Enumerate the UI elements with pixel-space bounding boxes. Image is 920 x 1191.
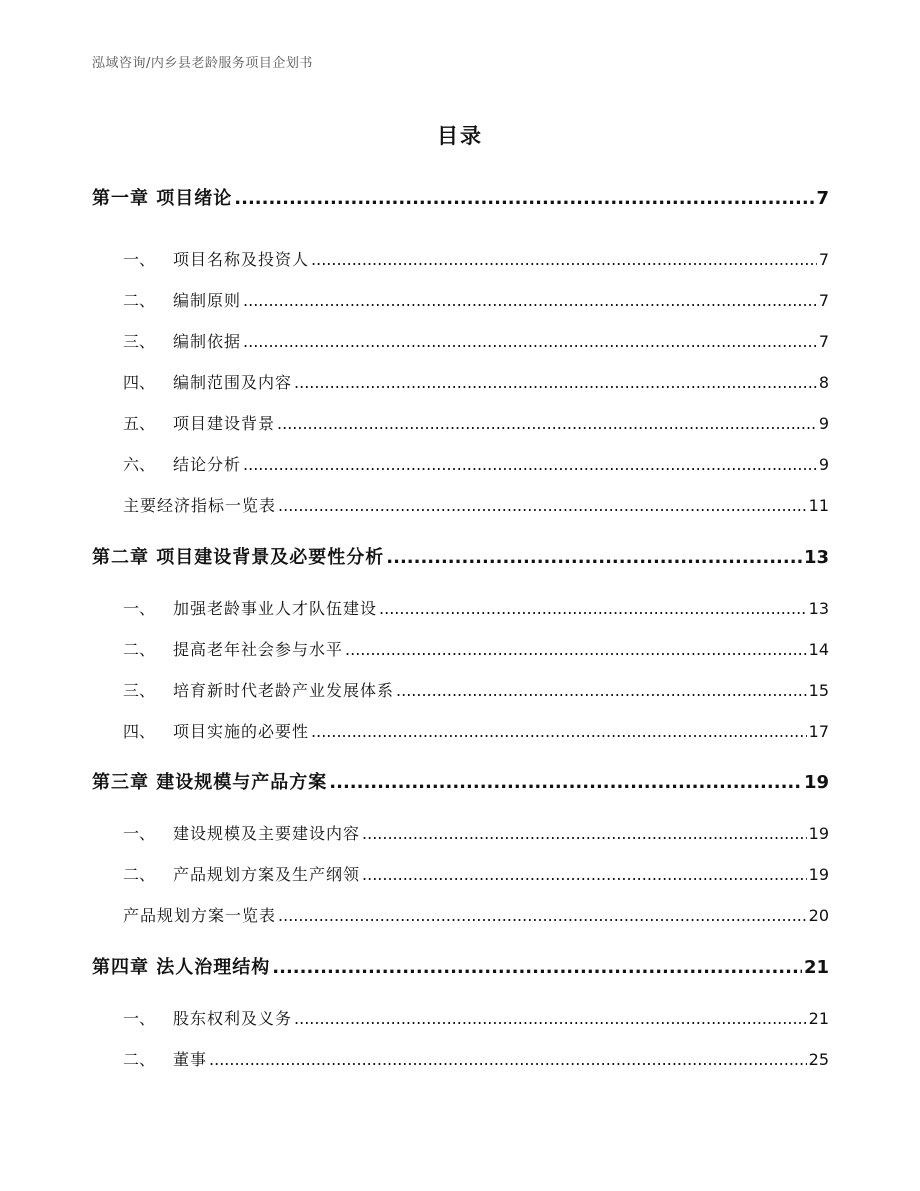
toc-entry-2-4[interactable]	[123, 719, 829, 742]
toc-leader-dots	[396, 681, 807, 700]
toc-entry-label: 加强老龄事业人才队伍建设	[173, 599, 378, 618]
toc-entry-number: 一、	[123, 1009, 156, 1028]
toc-entry-label: 项目建设背景	[173, 414, 276, 433]
toc-page-number: 21	[803, 957, 829, 978]
toc-page-number: 13	[808, 599, 829, 618]
toc-entry-1-5[interactable]	[123, 411, 829, 434]
toc-page-number: 11	[808, 496, 829, 515]
toc-page-number: 19	[808, 865, 829, 884]
toc-page-number: 13	[803, 547, 829, 568]
toc-leader-dots	[243, 455, 817, 474]
toc-page-number: 19	[808, 824, 829, 843]
toc-page-number: 17	[808, 722, 829, 741]
toc-entry-number: 五、	[123, 414, 156, 433]
toc-entry-number: 二、	[123, 640, 156, 659]
toc-entry-number: 三、	[123, 681, 156, 700]
toc-entry-label: 编制依据	[173, 332, 242, 351]
toc-page-number: 25	[808, 1050, 829, 1069]
toc-page-number: 9	[818, 414, 829, 433]
toc-entry-label: 提高老年社会参与水平	[173, 640, 344, 659]
toc-leader-dots	[311, 722, 807, 741]
toc-entry-number: 二、	[123, 1050, 156, 1069]
toc-entry-3-table[interactable]	[123, 903, 829, 926]
toc-page-number: 7	[818, 332, 829, 351]
toc-entry-number: 三、	[123, 332, 156, 351]
toc-leader-dots	[362, 824, 807, 843]
toc-leader-dots	[294, 373, 817, 392]
toc-page-number: 9	[818, 455, 829, 474]
toc-entry-1-3[interactable]	[123, 329, 829, 352]
toc-page-number: 8	[818, 373, 829, 392]
toc-entry-number: 一、	[123, 599, 156, 618]
toc-entry-number: 六、	[123, 455, 156, 474]
toc-entry-1-6[interactable]	[123, 452, 829, 475]
toc-chapter-label: 第四章 法人治理结构	[92, 957, 271, 978]
toc-entry-label: 董事	[173, 1050, 208, 1069]
toc-entry-number: 二、	[123, 291, 156, 310]
toc-entry-4-1[interactable]	[123, 1006, 829, 1029]
toc-entry-number: 四、	[123, 722, 156, 741]
toc-entry-1-table[interactable]	[123, 493, 829, 516]
toc-entry-1-4[interactable]	[123, 370, 829, 393]
toc-leader-dots	[234, 188, 814, 209]
toc-leader-dots	[329, 772, 802, 793]
toc-page-number: 21	[808, 1009, 829, 1028]
toc-page-number: 14	[808, 640, 829, 659]
toc-leader-dots	[243, 332, 817, 351]
toc-leader-dots	[379, 599, 807, 618]
toc-entry-label: 产品规划方案及生产纲领	[173, 865, 361, 884]
toc-leader-dots	[278, 906, 807, 925]
toc-entry-2-1[interactable]	[123, 596, 829, 619]
toc-entry-number: 四、	[123, 373, 156, 392]
toc-leader-dots	[272, 957, 802, 978]
toc-chapter-label: 第三章 建设规模与产品方案	[92, 772, 328, 793]
toc-chapter-label: 第二章 项目建设背景及必要性分析	[92, 547, 385, 568]
toc-entry-label: 项目实施的必要性	[173, 722, 310, 741]
toc-leader-dots	[362, 865, 807, 884]
toc-entry-label: 培育新时代老龄产业发展体系	[173, 681, 395, 700]
toc-chapter-1[interactable]	[92, 184, 829, 210]
toc-page-number: 7	[818, 291, 829, 310]
toc-entry-number: 二、	[123, 865, 156, 884]
toc-chapter-label: 第一章 项目绪论	[92, 188, 233, 209]
toc-leader-dots	[311, 250, 817, 269]
toc-chapter-3[interactable]	[92, 768, 829, 794]
toc-leader-dots	[209, 1050, 807, 1069]
toc-leader-dots	[243, 291, 817, 310]
toc-entry-1-2[interactable]	[123, 288, 829, 311]
page-title: 目录	[437, 124, 483, 148]
toc-entry-label: 结论分析	[173, 455, 242, 474]
toc-chapter-2[interactable]	[92, 543, 829, 569]
toc-entry-number: 一、	[123, 824, 156, 843]
toc-page-number: 19	[803, 772, 829, 793]
toc-entry-3-1[interactable]	[123, 821, 829, 844]
toc-page-number: 15	[808, 681, 829, 700]
toc-entry-label: 编制原则	[173, 291, 242, 310]
toc-entry-2-2[interactable]	[123, 637, 829, 660]
toc-page-number: 7	[818, 250, 829, 269]
toc-leader-dots	[278, 496, 807, 515]
toc-entry-label: 产品规划方案一览表	[123, 906, 277, 925]
toc-entry-1-1[interactable]	[123, 247, 829, 270]
toc-page-number: 20	[808, 906, 829, 925]
toc-entry-number: 一、	[123, 250, 156, 269]
toc-leader-dots	[386, 547, 802, 568]
toc-entry-label: 股东权利及义务	[173, 1009, 293, 1028]
toc-entry-3-2[interactable]	[123, 862, 829, 885]
toc-leader-dots	[345, 640, 807, 659]
toc-page-number: 7	[816, 188, 829, 209]
toc-entry-4-2[interactable]	[123, 1047, 829, 1070]
toc-entry-label: 编制范围及内容	[173, 373, 293, 392]
toc-leader-dots	[277, 414, 817, 433]
running-header: 泓域咨询/内乡县老龄服务项目企划书	[92, 56, 313, 71]
toc-entry-label: 建设规模及主要建设内容	[173, 824, 361, 843]
toc-entry-label: 主要经济指标一览表	[123, 496, 277, 515]
toc-entry-label: 项目名称及投资人	[173, 250, 310, 269]
toc-entry-2-3[interactable]	[123, 678, 829, 701]
toc-chapter-4[interactable]	[92, 953, 829, 979]
toc-leader-dots	[294, 1009, 807, 1028]
